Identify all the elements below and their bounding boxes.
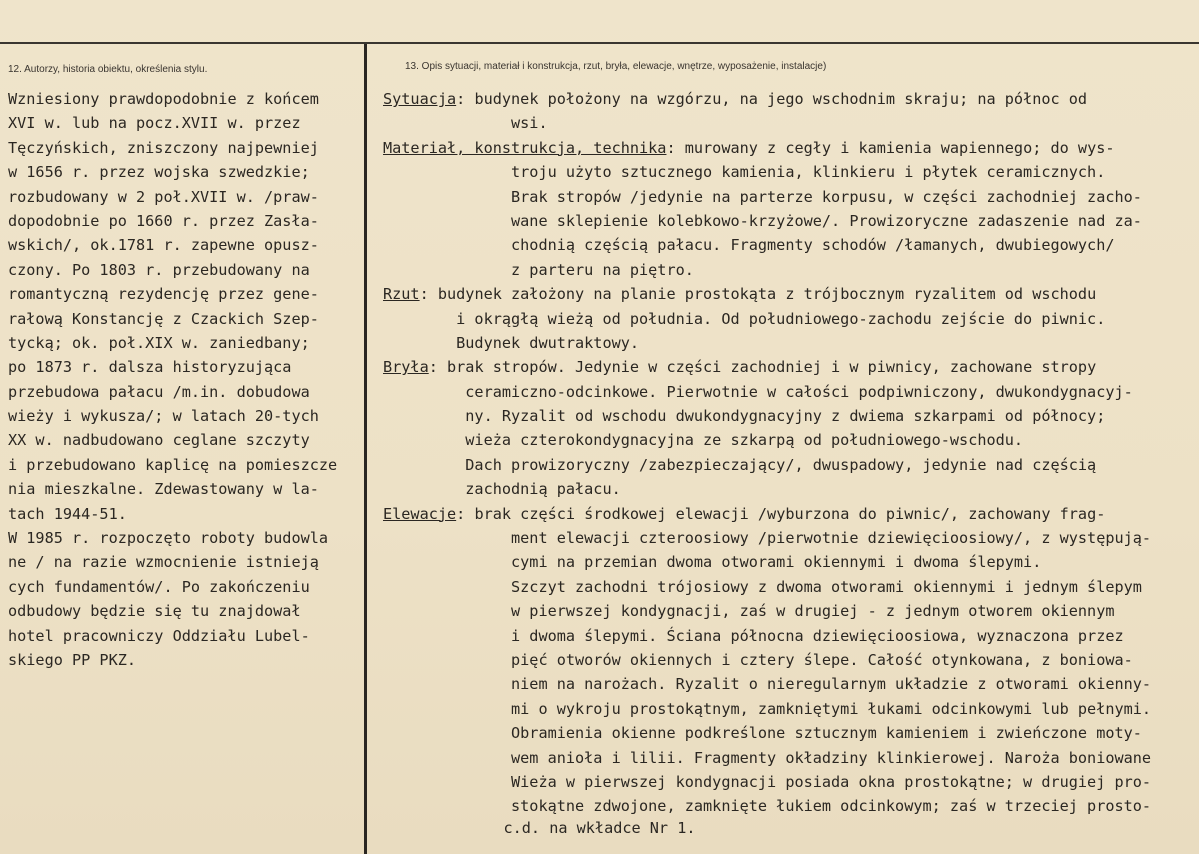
history-line: wskich/, ok.1781 r. zapewne opusz- [8, 236, 319, 255]
history-line: po 1873 r. dalsza historyzująca [8, 358, 292, 377]
history-line: i przebudowano kaplicę na pomieszcze [8, 455, 338, 474]
section-label: Bryła [383, 358, 429, 377]
description-text-run: murowany z cegły i kamienia wapiennego; do wys- [684, 138, 1115, 157]
description-line [383, 282, 1195, 306]
description-text-run: mi o wykroju prostokątnym, zamkniętymi łukami odcinkowymi lub pełnymi. [383, 699, 1152, 718]
label-separator: : [666, 138, 685, 157]
column-divider [364, 44, 367, 854]
description-line [383, 648, 1195, 672]
description-text-run: stokątne zdwojone, zamknięte łukiem odcinkowym; zaś w trzeciej prosto- [383, 797, 1152, 816]
section-label: Materiał, konstrukcja, technika [383, 138, 667, 157]
description-text-run: brak stropów. Jedynie w części zachodniej i w piwnicy, zachowane stropy [447, 358, 1097, 377]
description-line [383, 721, 1195, 745]
description-text-run: brak części środkowej elewacji /wyburzona do piwnic/, zachowany frag- [474, 504, 1106, 523]
description-text-run: pięć otworów okiennych i cztery ślepe. Całość otynkowana, z boniowa- [383, 650, 1133, 669]
description-text-run: Budynek dwutraktowy. [383, 333, 640, 352]
history-line: nia mieszkalne. Zdewastowany w la- [8, 480, 319, 499]
history-line: XX w. nadbudowano ceglane szczyty [8, 431, 310, 450]
description-line [383, 477, 1195, 501]
description-text-run: Brak stropów /jedynie na parterze korpusu, w części zachodniej zacho- [383, 187, 1142, 206]
description-text-run: niem na narożach. Ryzalit o nieregularnym układzie z otworami okienny- [383, 675, 1152, 694]
description-text-run: wsi. [383, 114, 548, 133]
description-text-run: Szczyt zachodni trójosiowy z dwoma otworami okiennymi i jednym ślepym [383, 577, 1142, 596]
description-line [383, 624, 1195, 648]
history-line: rałową Konstancję z Czackich Szep- [8, 309, 319, 328]
continuation-note: c.d. na wkładce Nr 1. [503, 819, 696, 837]
label-separator: : [419, 285, 438, 304]
description-text-run: troju użyto sztucznego kamienia, klinkieru i płytek ceramicznych. [383, 163, 1106, 182]
section-label: Elewacje [383, 504, 457, 523]
history-line: XVI w. lub na pocz.XVII w. przez [8, 114, 301, 133]
description-line [383, 111, 1195, 135]
label-separator: : [456, 90, 475, 108]
history-line: romantyczną rezydencję przez gene- [8, 285, 319, 304]
history-line: tach 1944-51. [8, 504, 127, 523]
label-separator: : [456, 504, 475, 523]
history-line: hotel pracowniczy Oddziału Lubel- [8, 626, 310, 645]
description-text-run: wane sklepienie kolebkowo-krzyżowe/. Prowizoryczne zadaszenie nad za- [383, 211, 1142, 230]
description-text-run: Obramienia okienne podkreślone sztucznym kamieniem i zwieńczone moty- [383, 724, 1142, 743]
description-line [383, 697, 1195, 721]
description-line [383, 575, 1195, 599]
description-text-run: wieża czterokondygnacyjna ze szkarpą od południowego-wschodu. [383, 431, 1024, 450]
description-text [383, 87, 1195, 819]
description-line [383, 428, 1195, 452]
description-line [383, 746, 1195, 770]
history-line: skiego PP PKZ. [8, 650, 137, 669]
description-text-run: ment elewacji czteroosiowy /pierwotnie dziewięcioosiowy/, z występują- [383, 529, 1152, 548]
description-line [383, 672, 1195, 696]
description-line [383, 307, 1195, 331]
history-line: odbudowy będzie się tu znajdował [8, 602, 301, 621]
description-text-run: chodnią częścią pałacu. Fragmenty schodów /łamanych, dwubiegowych/ [383, 236, 1115, 255]
label-separator: : [428, 358, 448, 377]
history-line: czony. Po 1803 r. przebudowany na [8, 260, 310, 279]
description-text-run: z parteru na piętro. [383, 260, 694, 279]
description-line [383, 209, 1195, 233]
header-rule [0, 42, 1199, 44]
description-line [383, 453, 1195, 477]
history-text [8, 87, 364, 672]
left-column-header: 12. Autorzy, historia obiektu, określenia stylu. [8, 64, 208, 75]
history-line: dopodobnie po 1660 r. przez Zasła- [8, 211, 319, 230]
description-line [383, 87, 1195, 111]
description-text-run: ny. Ryzalit od wschodu dwukondygnacyjny z dwiema szkarpami od północy; [383, 407, 1106, 426]
right-column-header: 13. Opis sytuacji, materiał i konstrukcja, rzut, bryła, elewacje, wnętrze, wyposażenie, instalacje) [405, 61, 827, 72]
description-text-run: budynek położony na wzgórzu, na jego wschodnim skraju; na północ od [474, 90, 1088, 108]
description-line [383, 404, 1195, 428]
description-line [383, 185, 1195, 209]
history-line: rozbudowany w 2 poł.XVII w. /praw- [8, 187, 319, 206]
history-line: cych fundamentów/. Po zakończeniu [8, 577, 310, 596]
history-line: Tęczyńskich, zniszczony najpewniej [8, 138, 319, 157]
history-line: W 1985 r. rozpoczęto roboty budowla [8, 529, 329, 548]
description-line [383, 502, 1195, 526]
description-text-run: Wieża w pierwszej kondygnacji posiada okna prostokątne; w drugiej pro- [383, 772, 1152, 791]
history-line: tycką; ok. poł.XIX w. zaniedbany; [8, 333, 310, 352]
description-text-run: ceramiczno-odcinkowe. Pierwotnie w całości podpiwniczony, dwukondygnacyj- [383, 382, 1133, 401]
description-text-run: wem anioła i lilii. Fragmenty okładziny klinkierowej. Naroża boniowane [383, 748, 1152, 767]
description-line [383, 770, 1195, 794]
description-line [383, 355, 1195, 379]
description-text-run: Dach prowizoryczny /zabezpieczający/, dwuspadowy, jedynie nad częścią [383, 455, 1097, 474]
history-line: przebudowa pałacu /m.in. dobudowa [8, 382, 310, 401]
section-label: Sytuacja [383, 90, 457, 108]
history-line: wieży i wykusza/; w latach 20-tych [8, 407, 319, 426]
description-line [383, 794, 1195, 818]
description-text-run: budynek założony na planie prostokąta z trójbocznym ryzalitem od wschodu [437, 285, 1097, 304]
description-line [383, 599, 1195, 623]
section-label: Rzut [383, 285, 420, 304]
history-line: Wzniesiony prawdopodobnie z końcem [8, 90, 319, 108]
description-line [383, 550, 1195, 574]
description-line [383, 331, 1195, 355]
description-line [383, 160, 1195, 184]
description-line [383, 233, 1195, 257]
description-line [383, 526, 1195, 550]
description-line [383, 380, 1195, 404]
history-line: w 1656 r. przez wojska szwedzkie; [8, 163, 310, 182]
description-text-run: i dwoma ślepymi. Ściana północna dziewięcioosiowa, wyznaczona przez [383, 626, 1124, 645]
description-line [383, 136, 1195, 160]
history-line: ne / na razie wzmocnienie istnieją [8, 553, 319, 572]
description-text-run: i okrągłą wieżą od południa. Od południowego-zachodu zejście do piwnic. [383, 309, 1106, 328]
description-text-run: w pierwszej kondygnacji, zaś w drugiej - z jednym otworem okiennym [383, 602, 1115, 621]
description-line [383, 258, 1195, 282]
description-text-run: zachodnią pałacu. [383, 480, 621, 499]
description-text-run: cymi na przemian dwoma otworami okiennymi i dwoma ślepymi. [383, 553, 1042, 572]
